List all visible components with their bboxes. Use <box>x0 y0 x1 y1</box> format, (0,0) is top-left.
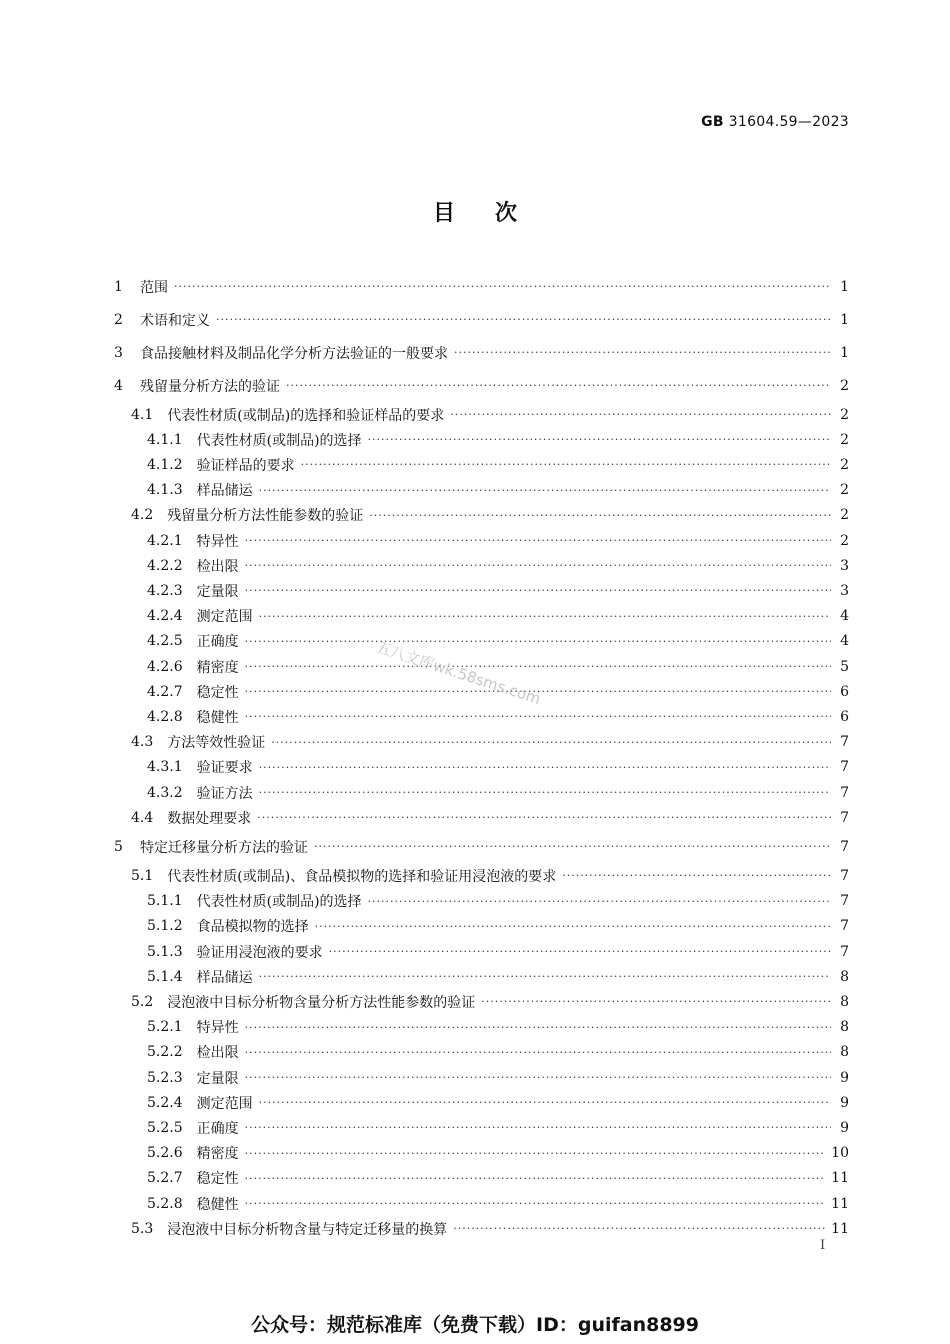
toc-entry-page: 7 <box>840 918 849 935</box>
toc-entry-page: 8 <box>840 968 849 985</box>
toc-entry-number: 4.1 <box>131 406 154 423</box>
toc-leader-dots <box>245 1121 831 1134</box>
toc-entry-number: 4.2.4 <box>147 608 183 625</box>
toc-entry-label: 特异性 <box>196 1020 239 1037</box>
toc-entry-number: 2 <box>114 311 123 328</box>
toc-entry-label: 残留量分析方法性能参数的验证 <box>167 508 364 525</box>
toc-entry-page: 5 <box>840 658 849 675</box>
toc-entry[interactable] <box>0 1090 849 1115</box>
toc-leader-dots <box>368 433 831 446</box>
toc-entry-number: 4.2.5 <box>147 633 183 650</box>
page-title: 目次 <box>432 201 557 226</box>
toc-entry-page: 2 <box>840 406 849 423</box>
toc-entry-label: 代表性材质(或制品)的选择和验证样品的要求 <box>167 407 445 424</box>
toc-entry-number: 5.1.4 <box>147 968 183 985</box>
toc-entry[interactable] <box>0 553 849 578</box>
toc-entry-label: 验证样品的要求 <box>196 457 295 474</box>
toc-entry[interactable] <box>0 780 849 805</box>
toc-leader-dots <box>453 1222 825 1235</box>
toc-entry-label: 代表性材质(或制品)的选择 <box>196 894 362 911</box>
toc-entry[interactable] <box>0 1065 849 1090</box>
toc-entry-label: 稳定性 <box>196 684 239 701</box>
toc-entry-number: 4.1.3 <box>147 482 183 499</box>
toc-entry-label: 检出限 <box>196 1045 239 1062</box>
toc-entry-label: 测定范围 <box>196 1095 253 1112</box>
toc-entry-number: 5.2.4 <box>147 1094 183 1111</box>
toc-entry-label: 食品模拟物的选择 <box>196 919 309 936</box>
toc-entry-label: 正确度 <box>196 634 239 651</box>
toc-entry-page: 10 <box>831 1145 849 1162</box>
toc-entry[interactable] <box>0 1115 849 1140</box>
toc-entry[interactable] <box>0 307 849 332</box>
toc-entry-label: 方法等效性验证 <box>167 735 266 752</box>
toc-leader-dots <box>245 710 831 723</box>
toc-entry-number: 4.2.7 <box>147 683 183 700</box>
toc-entry-number: 4.3 <box>131 734 154 751</box>
toc-leader-dots <box>245 1147 826 1160</box>
toc-entry-number: 5.2.6 <box>147 1145 183 1162</box>
toc-leader-dots <box>369 509 831 522</box>
toc-entry-page: 9 <box>840 1069 849 1086</box>
toc-leader-dots <box>216 313 831 326</box>
toc-entry[interactable] <box>0 1015 849 1040</box>
toc-entry-page: 8 <box>840 1044 849 1061</box>
toc-entry[interactable] <box>0 274 849 299</box>
toc-leader-dots <box>368 895 831 908</box>
toc-entry-label: 食品接触材料及制品化学分析方法验证的一般要求 <box>140 345 448 362</box>
toc-entry-label: 稳健性 <box>196 709 239 726</box>
toc-entry-label: 浸泡液中目标分析物含量分析方法性能参数的验证 <box>167 994 476 1011</box>
toc-entry-number: 4.3.2 <box>147 784 183 801</box>
toc-entry-label: 代表性材质(或制品)、食品模拟物的选择和验证用浸泡液的要求 <box>167 868 557 885</box>
toc-entry-number: 4.4 <box>131 809 154 826</box>
toc-entry-page: 3 <box>840 557 849 574</box>
toc-entry[interactable] <box>0 1216 849 1241</box>
toc-entry-page: 2 <box>840 482 849 499</box>
toc-entry-label: 稳定性 <box>196 1171 239 1188</box>
toc-entry-number: 4.1.2 <box>147 456 183 473</box>
toc-entry-page: 2 <box>840 431 849 448</box>
toc-entry-label: 定量限 <box>196 1070 239 1087</box>
toc-leader-dots <box>245 1071 831 1084</box>
toc-leader-dots <box>245 534 831 547</box>
toc-entry[interactable] <box>0 1191 849 1216</box>
toc-entry[interactable] <box>0 863 849 888</box>
toc-leader-dots <box>450 408 831 421</box>
toc-leader-dots <box>454 346 831 359</box>
toc-entry-page: 9 <box>840 1094 849 1111</box>
toc-entry-label: 样品储运 <box>196 969 253 986</box>
toc-entry-number: 5.2.1 <box>147 1019 183 1036</box>
toc-leader-dots <box>174 280 831 293</box>
toc-entry-number: 4.3.1 <box>147 759 183 776</box>
toc-entry-number: 5.3 <box>131 1220 154 1237</box>
toc-entry[interactable] <box>0 1166 849 1191</box>
toc-entry-number: 5.1.2 <box>147 918 183 935</box>
toc-entry[interactable] <box>0 1141 849 1166</box>
toc-entry-page: 7 <box>840 867 849 884</box>
toc-entry-label: 定量限 <box>196 583 239 600</box>
toc-entry-label: 术语和定义 <box>140 312 210 329</box>
toc-entry[interactable] <box>0 704 849 729</box>
toc-leader-dots <box>245 1197 826 1210</box>
toc-entry[interactable] <box>0 889 849 914</box>
toc-entry-page: 2 <box>840 532 849 549</box>
toc-entry-page: 11 <box>831 1220 849 1237</box>
toc-entry[interactable] <box>0 914 849 939</box>
toc-entry-number: 5.1.1 <box>147 893 183 910</box>
toc-leader-dots <box>245 660 831 673</box>
standard-code-prefix: GB <box>701 114 724 130</box>
toc-entry-label: 范围 <box>140 279 168 296</box>
toc-entry[interactable] <box>0 478 849 503</box>
toc-entry[interactable] <box>0 989 849 1014</box>
toc-leader-dots <box>245 1021 831 1034</box>
toc-entry-number: 5.1 <box>131 867 154 884</box>
toc-entry-label: 验证用浸泡液的要求 <box>196 944 323 961</box>
toc-entry-label: 验证要求 <box>196 760 253 777</box>
toc-entry[interactable] <box>0 604 849 629</box>
toc-leader-dots <box>259 761 831 774</box>
toc-entry-page: 1 <box>840 344 849 361</box>
standard-code <box>701 114 849 130</box>
toc-entry-page: 7 <box>840 784 849 801</box>
toc-entry-number: 5.2.3 <box>147 1069 183 1086</box>
toc-entry-label: 正确度 <box>196 1120 239 1137</box>
toc-entry-page: 2 <box>840 456 849 473</box>
toc-leader-dots <box>271 736 831 749</box>
toc-leader-dots <box>245 635 831 648</box>
toc-entry-label: 精密度 <box>196 659 239 676</box>
toc-entry[interactable] <box>0 939 849 964</box>
toc-entry[interactable] <box>0 528 849 553</box>
toc-leader-dots <box>481 995 831 1008</box>
toc-entry-number: 3 <box>114 344 123 361</box>
toc-leader-dots <box>329 945 831 958</box>
toc-entry[interactable] <box>0 834 849 859</box>
toc-entry-label: 特定迁移量分析方法的验证 <box>140 839 308 856</box>
toc-entry[interactable] <box>0 340 849 365</box>
toc-leader-dots <box>259 484 831 497</box>
toc-entry-label: 残留量分析方法的验证 <box>140 378 280 395</box>
toc-entry-page: 7 <box>840 809 849 826</box>
toc-entry-page: 6 <box>840 708 849 725</box>
toc-entry-label: 验证方法 <box>196 785 253 802</box>
toc-leader-dots <box>301 458 831 471</box>
toc-entry-number: 5.2 <box>131 993 154 1010</box>
toc-entry-page: 7 <box>840 759 849 776</box>
toc-entry-label: 精密度 <box>196 1146 239 1163</box>
toc-entry-page: 7 <box>840 893 849 910</box>
toc-entry-number: 4.2.3 <box>147 582 183 599</box>
toc-entry-number: 5.2.5 <box>147 1119 183 1136</box>
toc-leader-dots <box>245 584 831 597</box>
toc-entry[interactable] <box>0 503 849 528</box>
toc-entry-number: 4.1.1 <box>147 431 183 448</box>
toc-entry[interactable] <box>0 730 849 755</box>
toc-entry[interactable] <box>0 1040 849 1065</box>
toc-entry-page: 7 <box>840 734 849 751</box>
standard-code-number: 31604.59—2023 <box>728 114 849 130</box>
toc-entry-page: 2 <box>840 377 849 394</box>
toc-entry-page: 8 <box>840 1019 849 1036</box>
toc-entry-page: 4 <box>840 608 849 625</box>
toc-entry-number: 5.2.2 <box>147 1044 183 1061</box>
page-number: I <box>820 1238 826 1253</box>
toc-leader-dots <box>245 559 831 572</box>
toc-leader-dots <box>259 610 831 623</box>
toc-entry[interactable] <box>0 452 849 477</box>
toc-entry[interactable] <box>0 805 849 830</box>
toc-entry-page: 7 <box>840 943 849 960</box>
toc-entry-number: 5.2.8 <box>147 1195 183 1212</box>
toc-leader-dots <box>245 1046 831 1059</box>
toc-entry-number: 5.2.7 <box>147 1170 183 1187</box>
toc-entry-page: 8 <box>840 993 849 1010</box>
toc-leader-dots <box>259 786 831 799</box>
toc-entry-label: 代表性材质(或制品)的选择 <box>196 432 362 449</box>
toc-entry-label: 稳健性 <box>196 1196 239 1213</box>
toc-entry-label: 浸泡液中目标分析物含量与特定迁移量的换算 <box>167 1221 448 1238</box>
toc-entry-label: 样品储运 <box>196 483 253 500</box>
toc-leader-dots <box>245 1172 826 1185</box>
toc-leader-dots <box>259 970 831 983</box>
toc-entry[interactable] <box>0 578 849 603</box>
toc-entry-page: 7 <box>840 838 849 855</box>
toc-entry-page: 9 <box>840 1119 849 1136</box>
toc-leader-dots <box>314 840 831 853</box>
toc-entry-number: 4.2.2 <box>147 557 183 574</box>
toc-leader-dots <box>257 811 831 824</box>
toc-entry-page: 6 <box>840 683 849 700</box>
toc-entry[interactable] <box>0 964 849 989</box>
toc-entry[interactable] <box>0 373 849 398</box>
toc-entry-label: 测定范围 <box>196 609 253 626</box>
toc-leader-dots <box>286 379 831 392</box>
toc-entry[interactable] <box>0 402 849 427</box>
footer-banner: 公众号：规范标准库（免费下载）ID：guifan8899 <box>251 1314 699 1336</box>
toc-entry-number: 4.2.1 <box>147 532 183 549</box>
toc-entry-page: 1 <box>840 278 849 295</box>
toc-entry-number: 4.2.6 <box>147 658 183 675</box>
toc-entry[interactable] <box>0 679 849 704</box>
toc-entry-page: 4 <box>840 633 849 650</box>
toc-entry-page: 11 <box>831 1195 849 1212</box>
toc-entry-page: 2 <box>840 507 849 524</box>
toc-entry-label: 数据处理要求 <box>167 810 252 827</box>
toc-leader-dots <box>259 1096 831 1109</box>
toc-entry-page: 3 <box>840 582 849 599</box>
toc-entry-label: 特异性 <box>196 533 239 550</box>
watermark: 五八文库wk.58sms.com <box>373 637 543 709</box>
toc-entry-page: 1 <box>840 311 849 328</box>
toc-entry-page: 11 <box>831 1170 849 1187</box>
toc-entry-number: 1 <box>114 278 123 295</box>
toc-entry-number: 4.2 <box>131 507 154 524</box>
toc-entry-number: 4.2.8 <box>147 708 183 725</box>
toc-entry-number: 4 <box>114 377 123 394</box>
toc-leader-dots <box>562 869 831 882</box>
toc-entry-label: 检出限 <box>196 558 239 575</box>
toc-entry[interactable] <box>0 427 849 452</box>
toc-entry[interactable] <box>0 755 849 780</box>
toc-entry-number: 5.1.3 <box>147 943 183 960</box>
toc-entry-number: 5 <box>114 838 123 855</box>
toc-leader-dots <box>315 920 831 933</box>
